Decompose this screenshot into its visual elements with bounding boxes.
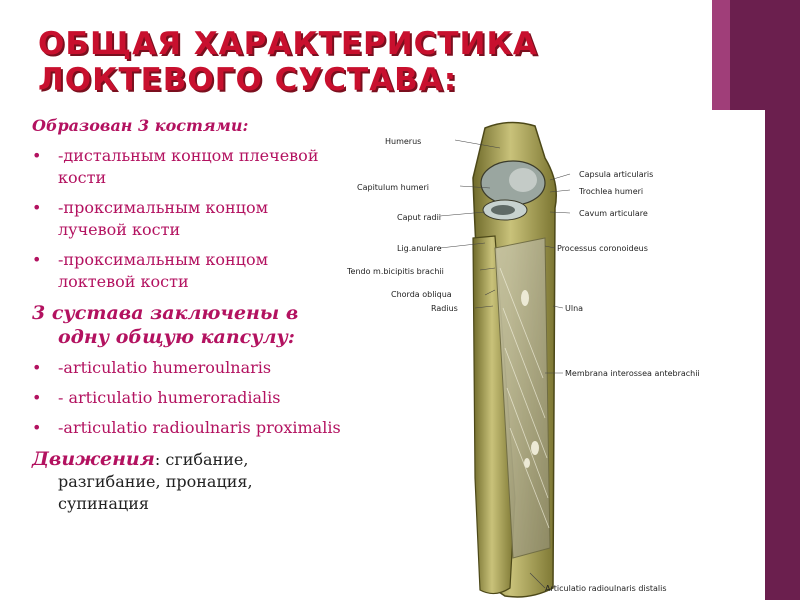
label-ulna: Ulna: [565, 304, 584, 313]
label-art-distalis: Articulatio radioulnaris distalis: [545, 584, 667, 593]
label-trochlea: Trochlea humeri: [579, 187, 644, 196]
label-capsula: Capsula articularis: [579, 170, 654, 179]
movements-label: Движения: [32, 448, 155, 470]
label-tendo: Tendo m.bicipitis brachii: [347, 267, 444, 276]
elbow-joint-illustration: [345, 118, 765, 600]
label-lig-anulare: Lig.anulare: [397, 244, 442, 253]
label-cavum: Cavum articulare: [579, 209, 648, 218]
label-radius: Radius: [431, 304, 458, 313]
list-item: [32, 249, 342, 293]
bones-heading: Образован 3 костями:: [32, 116, 249, 135]
list-item: [32, 387, 342, 409]
bone-item-2: -проксимальным концом лучевой кости: [58, 198, 269, 239]
label-humerus: Humerus: [385, 137, 422, 146]
slide-title: [38, 26, 638, 98]
joint-item-3: -articulatio radioulnaris proximalis: [58, 418, 341, 437]
list-item: [32, 145, 342, 189]
joints-heading: 3 сустава заключены в одну общую капсулу:: [32, 302, 299, 348]
joint-item-1: -articulatio humeroulnaris: [58, 358, 272, 377]
movements: [32, 447, 342, 515]
movements-text: : сгибание, разгибание, пронация, супинация: [58, 450, 253, 513]
text-block: [32, 115, 342, 515]
list-item: [32, 417, 342, 439]
label-caput-radii: Caput radii: [397, 213, 442, 222]
title-line-2: ЛОКТЕВОГО СУСТАВА:: [38, 62, 458, 98]
bone-item-3: -проксимальным концом локтевой кости: [58, 250, 269, 291]
joint-item-2: - articulatio humeroradialis: [58, 388, 281, 407]
title-line-1: ОБЩАЯ ХАРАКТЕРИСТИКА: [38, 26, 538, 62]
label-capitulum: Capitulum humeri: [357, 183, 429, 192]
label-processus: Processus coronoideus: [557, 244, 648, 253]
bone-drawing: [473, 122, 556, 597]
list-item: [32, 197, 342, 241]
list-item: [32, 357, 342, 379]
label-chorda: Chorda obliqua: [391, 290, 452, 299]
label-membrana: Membrana interossea antebrachii: [565, 369, 700, 378]
bone-item-1: -дистальным концом плечевой кости: [58, 146, 319, 187]
